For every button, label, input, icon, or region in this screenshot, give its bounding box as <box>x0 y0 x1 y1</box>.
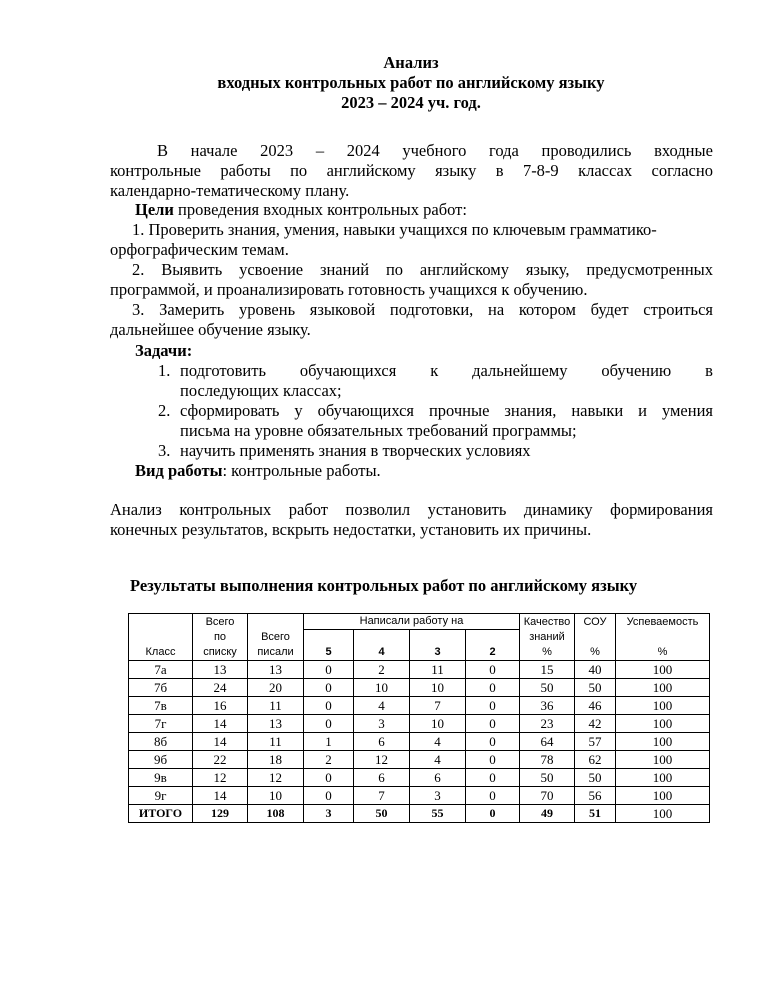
table-cell: 6 <box>410 768 466 786</box>
header-quality: Качество <box>520 614 575 630</box>
table-cell: 14 <box>193 714 248 732</box>
table-cell: 6 <box>354 768 410 786</box>
doc-year: 2023 – 2024 уч. год. <box>341 93 481 112</box>
table-cell: 24 <box>193 678 248 696</box>
intro-line-1-word: 2023 <box>260 141 294 160</box>
goal-2-line-1: 2. Выявить усвоение знаний по английскому языку, предусмотренных <box>132 260 713 279</box>
work-type <box>135 461 381 481</box>
header-sou-unit: % <box>575 645 616 661</box>
header-total-list-line-3: списку <box>203 645 237 658</box>
task-1-line-1-word: в <box>705 361 713 380</box>
header-grade-5: 5 <box>304 630 354 661</box>
table-total-cell: 50 <box>354 804 410 822</box>
table-cell: 10 <box>410 678 466 696</box>
task-item-3 <box>158 441 713 461</box>
analysis-paragraph <box>110 500 713 540</box>
header-wrote-line-2: писали <box>257 645 294 658</box>
table-cell: 0 <box>304 768 354 786</box>
intro-paragraph <box>110 141 713 201</box>
table-total-cell: 129 <box>193 804 248 822</box>
table-cell: 57 <box>575 732 616 750</box>
doc-subtitle: входных контрольных работ по английскому языку <box>217 73 605 92</box>
table-cell: 100 <box>616 750 710 768</box>
intro-line-1-word: проводились <box>541 141 632 160</box>
intro-line-1-word: начале <box>190 141 238 160</box>
table-cell: 100 <box>616 786 710 804</box>
task-3-line-1: научить применять знания в творческих условиях <box>180 441 531 460</box>
header-quality-line-2: знаний <box>520 630 575 645</box>
header-sou-spacer <box>575 630 616 645</box>
task-2-line-1: сформировать у обучающихся прочные знания, навыки и умения <box>180 401 713 420</box>
table-cell: 46 <box>575 696 616 714</box>
table-cell: 3 <box>354 714 410 732</box>
intro-line-2-word: работы <box>220 161 271 180</box>
task-1-line-1-word: обучающихся <box>299 361 397 380</box>
task-1-line-1-word: обучению <box>601 361 672 380</box>
analysis-line-2: конечных результатов, вскрыть недостатки, установить их причины. <box>110 520 592 539</box>
table-cell: 22 <box>193 750 248 768</box>
header-sou: СОУ <box>575 614 616 630</box>
task-3-number: 3. <box>158 441 171 460</box>
goals-label-bold: Цели <box>135 200 174 219</box>
table-cell: 78 <box>520 750 575 768</box>
table-cell: 9б <box>129 750 193 768</box>
task-1-number: 1. <box>158 361 171 380</box>
work-type-value: : контрольные работы. <box>222 461 381 480</box>
table-cell: 100 <box>616 732 710 750</box>
intro-line-1-word: учебного <box>402 141 467 160</box>
table-cell: 50 <box>575 678 616 696</box>
table-row <box>129 732 710 750</box>
table-total-cell: ИТОГО <box>129 804 193 822</box>
table-cell: 50 <box>575 768 616 786</box>
task-1-line-1-word: подготовить <box>180 361 266 380</box>
results-title: Результаты выполнения контрольных работ по английскому языку <box>130 576 638 595</box>
table-cell: 16 <box>193 696 248 714</box>
table-cell: 7в <box>129 696 193 714</box>
table-row <box>129 750 710 768</box>
table-cell: 9в <box>129 768 193 786</box>
table-total-cell: 108 <box>248 804 304 822</box>
table-cell: 64 <box>520 732 575 750</box>
table-cell: 14 <box>193 732 248 750</box>
intro-line-1-word: входные <box>654 141 713 160</box>
intro-line-2 <box>110 161 713 181</box>
table-cell: 2 <box>354 660 410 678</box>
table-cell: 3 <box>410 786 466 804</box>
table-cell: 0 <box>466 678 520 696</box>
goal-2-line-2: программой, и проанализировать готовность учащихся к обучению. <box>110 280 588 299</box>
table-cell: 0 <box>466 786 520 804</box>
task-1-line-2: последующих классах; <box>180 381 342 400</box>
table-cell: 15 <box>520 660 575 678</box>
header-total-list <box>193 614 248 661</box>
goal-1-line-1: 1. Проверить знания, умения, навыки учащихся по ключевым грамматико- <box>132 220 657 239</box>
task-1-line-1 <box>180 361 713 381</box>
goal-item-3 <box>110 300 713 340</box>
table-cell: 100 <box>616 660 710 678</box>
table-cell: 12 <box>354 750 410 768</box>
header-wrote <box>248 614 304 661</box>
table-cell: 13 <box>248 714 304 732</box>
table-cell: 8б <box>129 732 193 750</box>
table-row <box>129 786 710 804</box>
table-cell: 7б <box>129 678 193 696</box>
intro-line-2-word: в <box>495 161 504 180</box>
task-1-line-1-word: дальнейшему <box>472 361 568 380</box>
table-row <box>129 768 710 786</box>
intro-line-1-word: года <box>489 141 519 160</box>
header-grade-3: 3 <box>410 630 466 661</box>
table-total-cell: 0 <box>466 804 520 822</box>
table-cell: 11 <box>410 660 466 678</box>
intro-line-1-word: В <box>157 141 169 160</box>
table-cell: 100 <box>616 714 710 732</box>
table-row <box>129 678 710 696</box>
header-total-list-line-2: по <box>213 630 227 643</box>
table-row <box>129 714 710 732</box>
header-success-unit: % <box>616 645 710 661</box>
intro-line-2-word: по <box>290 161 308 180</box>
table-total-row <box>129 804 710 822</box>
table-cell: 10 <box>354 678 410 696</box>
table-cell: 12 <box>248 768 304 786</box>
table-cell: 100 <box>616 678 710 696</box>
table-total-cell: 3 <box>304 804 354 822</box>
intro-line-2-word: согласно <box>651 161 713 180</box>
table-cell: 6 <box>354 732 410 750</box>
table-cell: 50 <box>520 678 575 696</box>
intro-line-2-word: английскому <box>326 161 416 180</box>
table-cell: 23 <box>520 714 575 732</box>
intro-line-2-word: 7-8-9 <box>522 161 559 180</box>
goal-item-2 <box>110 260 713 300</box>
goals-heading <box>135 200 467 220</box>
table-total-cell: 51 <box>575 804 616 822</box>
table-cell: 9г <box>129 786 193 804</box>
intro-line-1-word: – <box>315 141 325 160</box>
table-cell: 0 <box>304 786 354 804</box>
intro-line-3: календарно-тематическому плану. <box>110 181 350 200</box>
table-cell: 50 <box>520 768 575 786</box>
intro-line-2-word: языку <box>435 161 477 180</box>
tasks-heading: Задачи: <box>135 341 193 360</box>
table-cell: 12 <box>193 768 248 786</box>
table-cell: 100 <box>616 768 710 786</box>
table-cell: 0 <box>304 678 354 696</box>
intro-line-1-word: 2024 <box>346 141 380 160</box>
goal-1-line-2: орфографическим темам. <box>110 240 289 259</box>
table-cell: 56 <box>575 786 616 804</box>
table-cell: 11 <box>248 732 304 750</box>
header-wrote-line-1: Всего <box>261 630 290 643</box>
work-type-label: Вид работы <box>135 461 223 480</box>
table-cell: 0 <box>466 768 520 786</box>
task-2-line-2: письма на уровне обязательных требований программы; <box>180 421 577 440</box>
table-cell: 10 <box>410 714 466 732</box>
header-success-spacer <box>616 630 710 645</box>
intro-line-1 <box>110 141 713 161</box>
task-1-line-1-word: к <box>430 361 439 380</box>
table-cell: 13 <box>248 660 304 678</box>
goal-3-line-2: дальнейшее обучение языку. <box>110 320 311 339</box>
header-class: Класс <box>129 614 193 661</box>
header-quality-unit: % <box>520 645 575 661</box>
task-item-2 <box>158 401 713 441</box>
table-cell: 0 <box>304 660 354 678</box>
table-cell: 0 <box>304 696 354 714</box>
table-total-cell: 100 <box>616 804 710 822</box>
table-row <box>129 696 710 714</box>
table-cell: 10 <box>248 786 304 804</box>
header-grade-2: 2 <box>466 630 520 661</box>
table-cell: 0 <box>466 750 520 768</box>
table-cell: 4 <box>354 696 410 714</box>
header-success: Успеваемость <box>616 614 710 630</box>
table-header-row <box>129 614 710 630</box>
table-cell: 7 <box>410 696 466 714</box>
header-total-list-line-1: Всего <box>205 615 235 628</box>
goal-item-1 <box>110 220 713 260</box>
table-cell: 13 <box>193 660 248 678</box>
doc-title: Анализ <box>383 53 439 72</box>
table-total-cell: 55 <box>410 804 466 822</box>
table-cell: 20 <box>248 678 304 696</box>
header-grade-4: 4 <box>354 630 410 661</box>
task-2-number: 2. <box>158 401 171 420</box>
table-cell: 2 <box>304 750 354 768</box>
analysis-line-1: Анализ контрольных работ позволил установить динамику формирования <box>110 500 713 519</box>
table-body <box>129 660 710 822</box>
table-cell: 0 <box>304 714 354 732</box>
table-cell: 14 <box>193 786 248 804</box>
table-total-cell: 49 <box>520 804 575 822</box>
intro-line-2-word: контрольные <box>110 161 201 180</box>
goal-3-line-1: 3. Замерить уровень языковой подготовки, на котором будет строиться <box>132 300 713 319</box>
goals-label-rest: проведения входных контрольных работ: <box>173 200 467 219</box>
table-cell: 0 <box>466 660 520 678</box>
task-item-1 <box>158 361 713 401</box>
table-cell: 7а <box>129 660 193 678</box>
header-wrote-on: Написали работу на <box>304 614 520 630</box>
intro-line-2-word: классах <box>578 161 633 180</box>
table-cell: 42 <box>575 714 616 732</box>
table-cell: 36 <box>520 696 575 714</box>
table-cell: 7г <box>129 714 193 732</box>
table-cell: 70 <box>520 786 575 804</box>
table-cell: 4 <box>410 750 466 768</box>
table-cell: 0 <box>466 696 520 714</box>
table-cell: 11 <box>248 696 304 714</box>
table-cell: 18 <box>248 750 304 768</box>
table-cell: 0 <box>466 732 520 750</box>
results-table <box>128 613 710 823</box>
table-cell: 62 <box>575 750 616 768</box>
table-cell: 40 <box>575 660 616 678</box>
table-cell: 0 <box>466 714 520 732</box>
table-cell: 4 <box>410 732 466 750</box>
table-cell: 100 <box>616 696 710 714</box>
table-cell: 1 <box>304 732 354 750</box>
table-cell: 7 <box>354 786 410 804</box>
table-row <box>129 660 710 678</box>
